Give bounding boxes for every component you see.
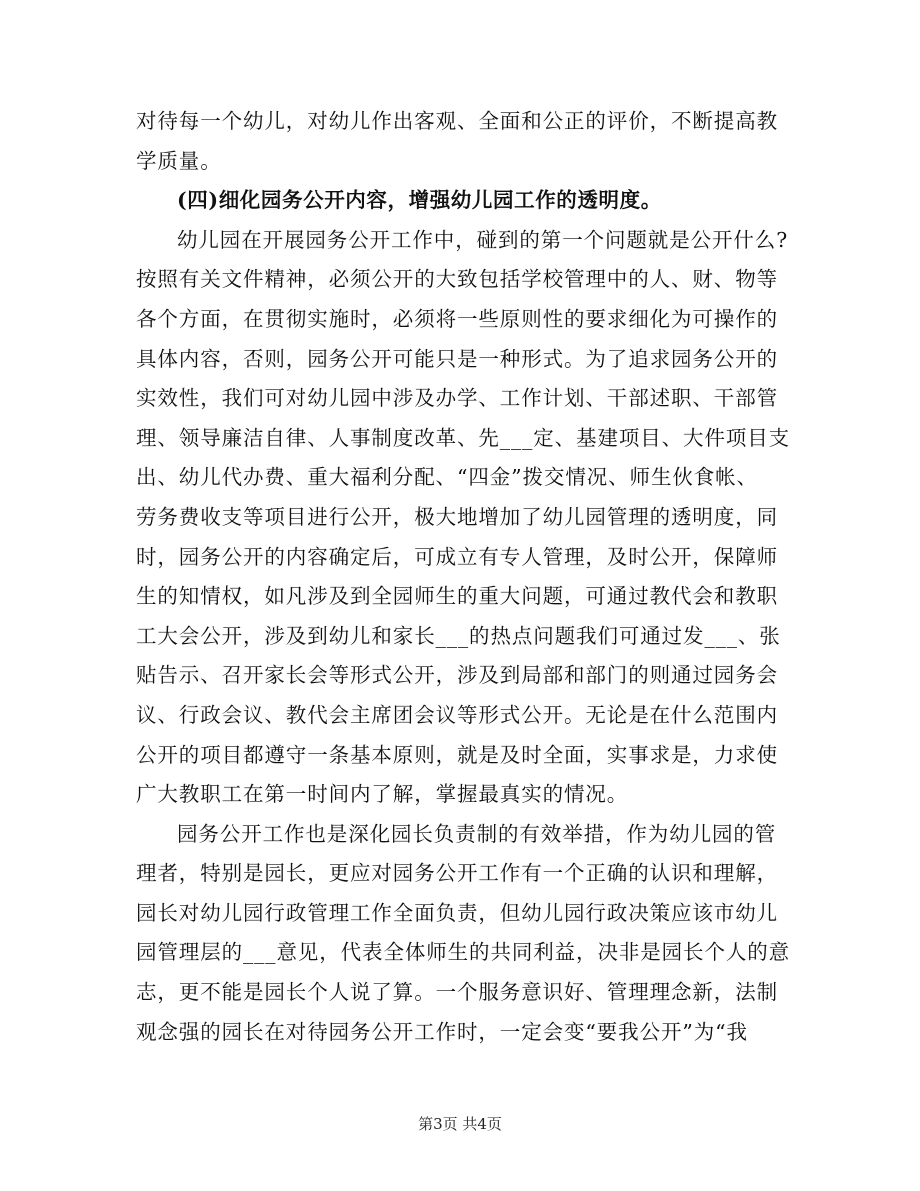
text-line: 劳务费收支等项目进行公开，极大地增加了幼儿园管理的透明度，同 — [136, 504, 778, 529]
text-line: 实效性，我们可对幼儿园中涉及办学、工作计划、干部述职、干部管 — [136, 386, 778, 411]
text-line: 出、幼儿代办费、重大福利分配、“四金”拨交情况、师生伙食帐、 — [136, 465, 758, 490]
page-number-footer: 第3页 共4页 — [418, 1115, 502, 1133]
text-line: 工大会公开，涉及到幼儿和家长___的热点问题我们可通过发___、张 — [136, 623, 781, 648]
text-line: 贴告示、召开家长会等形式公开，涉及到局部和部门的则通过园务会 — [136, 663, 778, 688]
text-line: 按照有关文件精神，必须公开的大致包括学校管理中的人、财、物等 — [136, 267, 778, 292]
section-heading: (四)细化园务公开内容，增强幼儿园工作的透明度。 — [177, 188, 662, 213]
text-line: 园务公开工作也是深化园长负责制的有效举措，作为幼儿园的管 — [177, 821, 777, 846]
text-line: 理、领导廉洁自律、人事制度改革、先___定、基建项目、大件项目支 — [136, 425, 791, 450]
paragraph-continued — [136, 102, 784, 181]
paragraph-disclosure-content — [136, 221, 791, 815]
text-line: 理者，特别是园长，更应对园务公开工作有一个正确的认识和理解， — [136, 861, 778, 886]
text-line: 公开的项目都遵守一条基本原则，就是及时全面，实事求是，力求使 — [136, 742, 778, 767]
document-body — [136, 102, 791, 1052]
text-line: 具体内容，否则，园务公开可能只是一种形式。为了追求园务公开的 — [136, 346, 778, 371]
text-line: 各个方面，在贯彻实施时，必须将一些原则性的要求细化为可操作的 — [136, 306, 778, 331]
text-line: 幼儿园在开展园务公开工作中，碰到的第一个问题就是公开什么? — [177, 227, 789, 252]
text-line: 学质量。 — [136, 148, 222, 173]
text-line: 对待每一个幼儿，对幼儿作出客观、全面和公正的评价，不断提高教 — [136, 109, 778, 133]
paragraph-principal-responsibility — [136, 815, 791, 1053]
text-line: 观念强的园长在对待园务公开工作时，一定会变“要我公开”为“我 — [136, 1019, 748, 1044]
text-line: 园管理层的___意见，代表全体师生的共同利益，决非是园长个人的意 — [136, 940, 791, 965]
text-line: 园长对幼儿园行政管理工作全面负责，但幼儿园行政决策应该市幼儿 — [136, 900, 778, 925]
text-line: 生的知情权，如凡涉及到全园师生的重大问题，可通过教代会和教职 — [136, 584, 778, 609]
text-line: 志，更不能是园长个人说了算。一个服务意识好、管理理念新，法制 — [136, 980, 778, 1005]
text-line: 议、行政会议、教代会主席团会议等形式公开。无论是在什么范围内 — [136, 702, 778, 727]
text-line: 时，园务公开的内容确定后，可成立有专人管理，及时公开，保障师 — [136, 544, 778, 569]
text-line: 广大教职工在第一时间内了解，掌握最真实的情况。 — [136, 782, 629, 807]
